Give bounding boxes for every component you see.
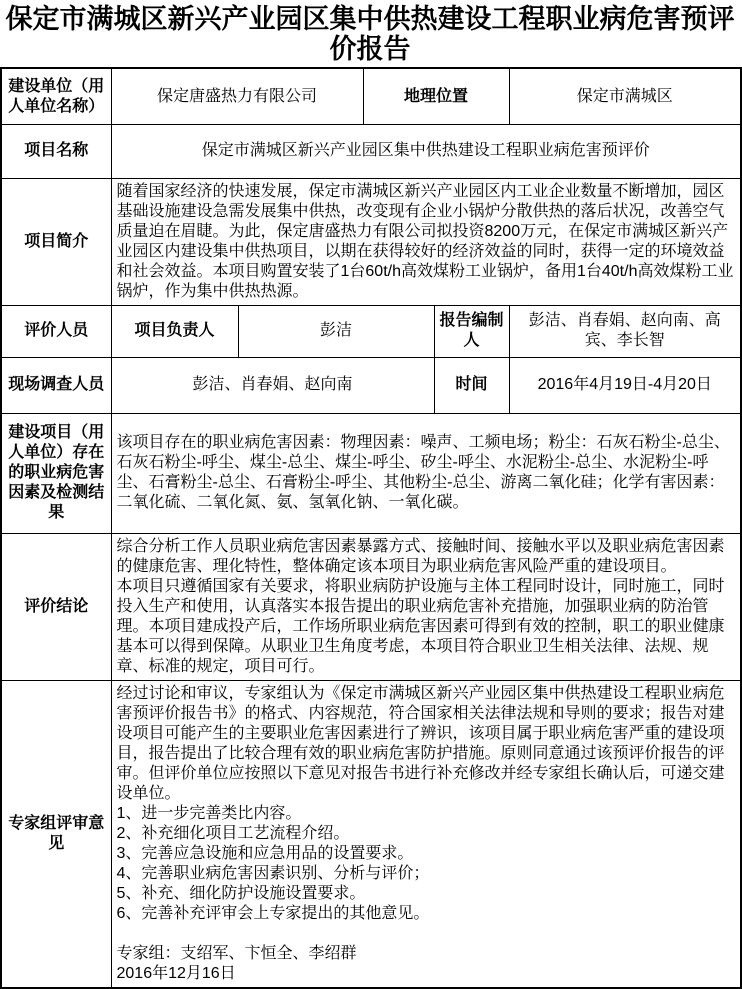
row-expert-review [1,680,741,988]
expert-review-item: 5、补充、细化防护设施设置要求。 [116,884,366,902]
expert-review-item: 3、完善应急设施和应急用品的设置要求。 [116,844,414,862]
project-name-value: 保定市满城区新兴产业园区集中供热建设工程职业病危害预评价 [111,124,741,178]
expert-review-paragraph: 经过讨论和审议，专家组认为《保定市满城区新兴产业园区集中供热建设工程职业病危害预评价报告书》的格式、内容规范，符合国家相关法律法规和导则的要求；报告对建设项目可能产生的主要职业危害因素进行了辨识，该项目属于职业病危害严重的建设项目，报告提出了比较合理有效的职业病危害防护措施。原则同意通过该预评价报告的评审。但评价单位应按照以下意见对报告书进行补充修改并经专家组长确认后，可递交建设单位。 [116,684,725,802]
hazard-factors-label: 建设项目（用人单位）存在的职业病危害因素及检测结果 [1,413,111,533]
project-leader-label: 项目负责人 [111,305,238,357]
time-label: 时间 [434,357,509,413]
row-hazard-factors [1,413,741,533]
project-name-label: 项目名称 [1,124,111,178]
expert-review-value [111,680,741,988]
time-value: 2016年4月19日-4月20日 [509,357,741,413]
expert-review-item: 6、完善补充评审会上专家提出的其他意见。 [116,904,430,922]
row-evaluation-conclusion [1,533,741,680]
row-construction-unit [1,68,741,124]
expert-review-date: 2016年12月16日 [116,964,236,982]
geographic-location-value: 保定市满城区 [509,68,741,124]
page-title: 保定市满城区新兴产业园区集中供热建设工程职业病危害预评价报告 [5,4,735,65]
site-investigators-value: 彭洁、肖春娟、赵向南 [111,357,434,413]
row-project-name [1,124,741,178]
construction-unit-label: 建设单位（用人单位名称） [1,68,111,124]
geographic-location-label: 地理位置 [363,68,509,124]
conclusion-paragraph-2: 本项目只遵循国家有关要求，将职业病防护设施与主体工程同时设计，同时施工，同时投入生产和使用，认真落实本报告提出的职业病危害补充措施，加强职业病的防治管理。本项目建成投产后，工作场所职业病危害因素可得到有效的控制，职工的职业健康基本可以得到保障。从职业卫生角度考虑，本项目符合职业卫生相关法律、法规、规章、标准的规定，项目可行。 [116,577,725,675]
project-summary-value: 随着国家经济的快速发展，保定市满城区新兴产业园区内工业企业数量不断增加，园区基础设施建设急需发展集中供热，改变现有企业小锅炉分散供热的落后状况，改善空气质量迫在眉睫。为此，保定唐盛热力有限公司拟投资8200万元，在保定市满城区新兴产业园区内建设集中供热项目，以期在获得较好的经济效益的同时，获得一定的环境效益和社会效益。本项目购置安装了1台60t/h高效煤粉工业锅炉，备用1台40t/h高效煤粉工业锅炉，作为集中供热热源。 [111,178,741,305]
project-summary-label: 项目简介 [1,178,111,305]
expert-review-label: 专家组评审意见 [1,680,111,988]
evaluation-conclusion-label: 评价结论 [1,533,111,680]
construction-unit-value: 保定唐盛热力有限公司 [111,68,363,124]
expert-review-item: 4、完善职业病危害因素识别、分析与评价； [116,864,430,882]
report-writers-value: 彭洁、肖春娟、赵向南、高宾、李长智 [509,305,741,357]
project-leader-value: 彭洁 [238,305,434,357]
hazard-factors-value: 该项目存在的职业病危害因素：物理因素：噪声、工频电场；粉尘：石灰石粉尘-总尘、石灰石粉尘-呼尘、煤尘-总尘、煤尘-呼尘、矽尘-呼尘、水泥粉尘-总尘、水泥粉尘-呼尘、石膏粉尘-总尘、石膏粉尘-呼尘、其他粉尘-总尘、游离二氧化硅；化学有害因素：二氧化硫、二氧化氮、氨、氢氧化钠、一氧化碳。 [111,413,741,533]
row-project-summary [1,178,741,305]
report-table [0,67,742,989]
row-site-investigators [1,357,741,413]
conclusion-paragraph-1: 综合分析工作人员职业病危害因素暴露方式、接触时间、接触水平以及职业病危害因素的健康危害、理化特性，整体确定该本项目为职业病危害风险严重的建设项目。 [116,537,725,575]
expert-review-item: 1、进一步完善类比内容。 [116,804,302,822]
evaluators-label: 评价人员 [1,305,111,357]
site-investigators-label: 现场调查人员 [1,357,111,413]
expert-group-signature: 专家组：支绍军、卞恒全、李绍群 [116,944,357,962]
evaluation-conclusion-value [111,533,741,680]
report-writers-label: 报告编制人 [434,305,509,357]
row-evaluators [1,305,741,357]
expert-review-item: 2、补充细化项目工艺流程介绍。 [116,824,350,842]
